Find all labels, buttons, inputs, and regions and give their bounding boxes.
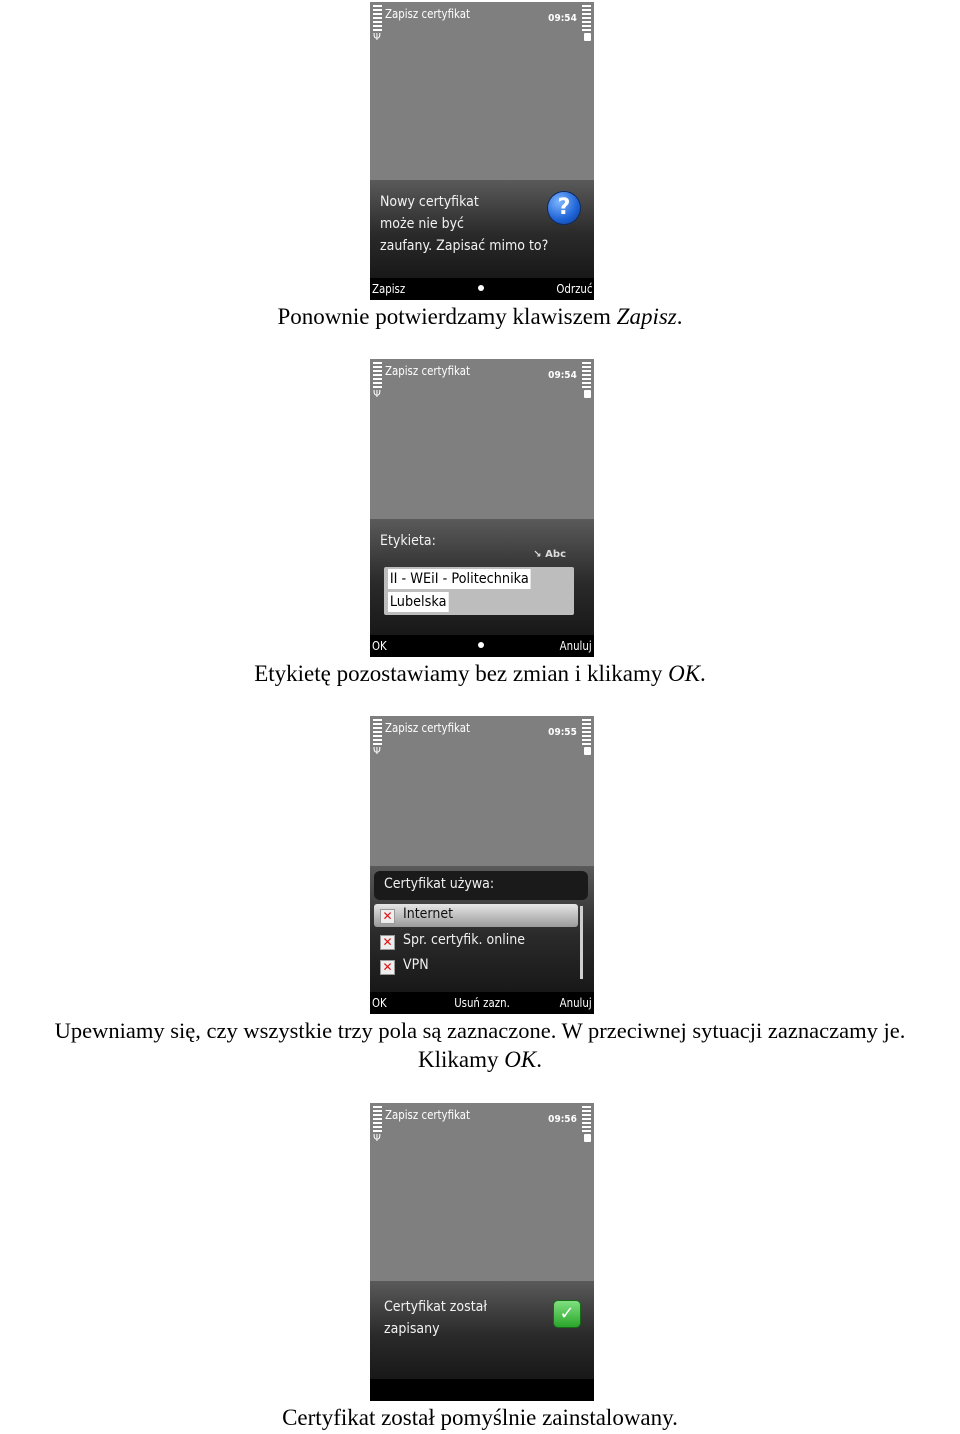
antenna-icon: Ψ [373, 746, 381, 757]
list-title: Certyfikat używa: [384, 876, 495, 892]
softkey-bar [370, 992, 594, 1014]
phone-screen-saved [370, 1103, 594, 1401]
softkey-bar [370, 1379, 594, 1401]
dialog-line: Nowy certyfikat [380, 194, 479, 210]
status-bar [370, 1103, 594, 1147]
phone-screen-label [370, 359, 594, 657]
status-bar [370, 2, 594, 46]
list-item-online-check[interactable] [374, 930, 578, 953]
softkey-cancel[interactable]: Anuluj [559, 639, 592, 653]
status-time: 09:54 [548, 13, 577, 24]
caption-step-2 [0, 659, 960, 688]
caption-emphasis: OK [504, 1047, 537, 1072]
dialog-line: zaufany. Zapisać mimo to? [380, 238, 549, 254]
caption-emphasis: Zapisz [616, 304, 677, 329]
center-key-dot[interactable] [478, 285, 484, 291]
dialog-line: Certyfikat został [384, 1299, 487, 1315]
status-title: Zapisz certyfikat [385, 721, 470, 735]
status-time: 09:55 [548, 727, 577, 738]
center-key-dot[interactable] [478, 642, 484, 648]
caption-period: . [700, 661, 706, 686]
softkey-save[interactable]: Zapisz [372, 282, 406, 296]
status-title: Zapisz certyfikat [385, 1108, 470, 1122]
list-item-label: Spr. certyfik. online [403, 932, 525, 948]
field-label: Etykieta: [380, 533, 436, 549]
check-icon: ✓ [554, 1301, 580, 1327]
input-mode-text: Abc [545, 549, 566, 560]
dialog-line: może nie być [380, 216, 464, 232]
dialog-line: zapisany [384, 1321, 440, 1337]
lock-icon [584, 1134, 591, 1142]
status-time: 09:56 [548, 1114, 577, 1125]
question-icon: ? [548, 192, 580, 224]
caption-text: Ponownie potwierdzamy klawiszem [277, 304, 617, 329]
caption-emphasis: OK [668, 661, 701, 686]
softkey-bar [370, 635, 594, 657]
phone-screen-usage [370, 716, 594, 1014]
list-item-label: Internet [403, 906, 454, 922]
list-item-label: VPN [403, 957, 429, 973]
caption-step-4: Certyfikat został pomyślnie zainstalowany. [282, 1405, 678, 1430]
antenna-icon: Ψ [373, 389, 381, 400]
lock-icon [584, 33, 591, 41]
softkey-cancel[interactable]: Anuluj [559, 996, 592, 1010]
caption-step-3-line1: Upewniamy się, czy wszystkie trzy pola są zaznaczone. W przeciwnej sytuacji zaznaczamy je. [54, 1018, 906, 1043]
label-input[interactable] [384, 567, 574, 615]
scrollbar[interactable] [580, 906, 583, 979]
caption-period: . [536, 1047, 542, 1072]
list-item-internet[interactable] [374, 904, 578, 927]
softkey-ok[interactable]: OK [372, 639, 387, 653]
checkbox-x-icon[interactable]: ✕ [380, 935, 395, 950]
antenna-icon: Ψ [373, 32, 381, 43]
caption-step-3-line2 [0, 1045, 960, 1074]
input-line: II - WEiI - Politechnika [389, 571, 529, 587]
checkbox-x-icon[interactable]: ✕ [380, 909, 395, 924]
phone-screen-save-confirm [370, 2, 594, 300]
list-item-vpn[interactable] [374, 955, 578, 978]
label-dialog [370, 519, 594, 635]
lock-icon [584, 747, 591, 755]
caption-step-1 [0, 302, 960, 331]
list-header [374, 871, 588, 900]
status-title: Zapisz certyfikat [385, 364, 470, 378]
confirm-dialog [370, 180, 594, 278]
caption-period: . [676, 304, 683, 329]
status-title: Zapisz certyfikat [385, 7, 470, 21]
input-mode-indicator: ↘ Abc [533, 549, 566, 560]
antenna-icon: Ψ [373, 1133, 381, 1144]
softkey-ok[interactable]: OK [372, 996, 387, 1010]
checkbox-x-icon[interactable]: ✕ [380, 960, 395, 975]
caption-text: Etykietę pozostawiamy bez zmian i klikamy [254, 661, 669, 686]
caption-text: Klikamy [418, 1047, 505, 1072]
saved-dialog [370, 1281, 594, 1379]
softkey-reject[interactable]: Odrzuć [555, 282, 592, 296]
usage-dialog [370, 866, 594, 992]
softkey-unmark[interactable]: Usuń zazn. [454, 996, 510, 1010]
status-bar [370, 716, 594, 760]
status-bar [370, 359, 594, 403]
input-line: Lubelska [389, 594, 447, 610]
softkey-bar [370, 278, 594, 300]
lock-icon [584, 390, 591, 398]
status-time: 09:54 [548, 370, 577, 381]
